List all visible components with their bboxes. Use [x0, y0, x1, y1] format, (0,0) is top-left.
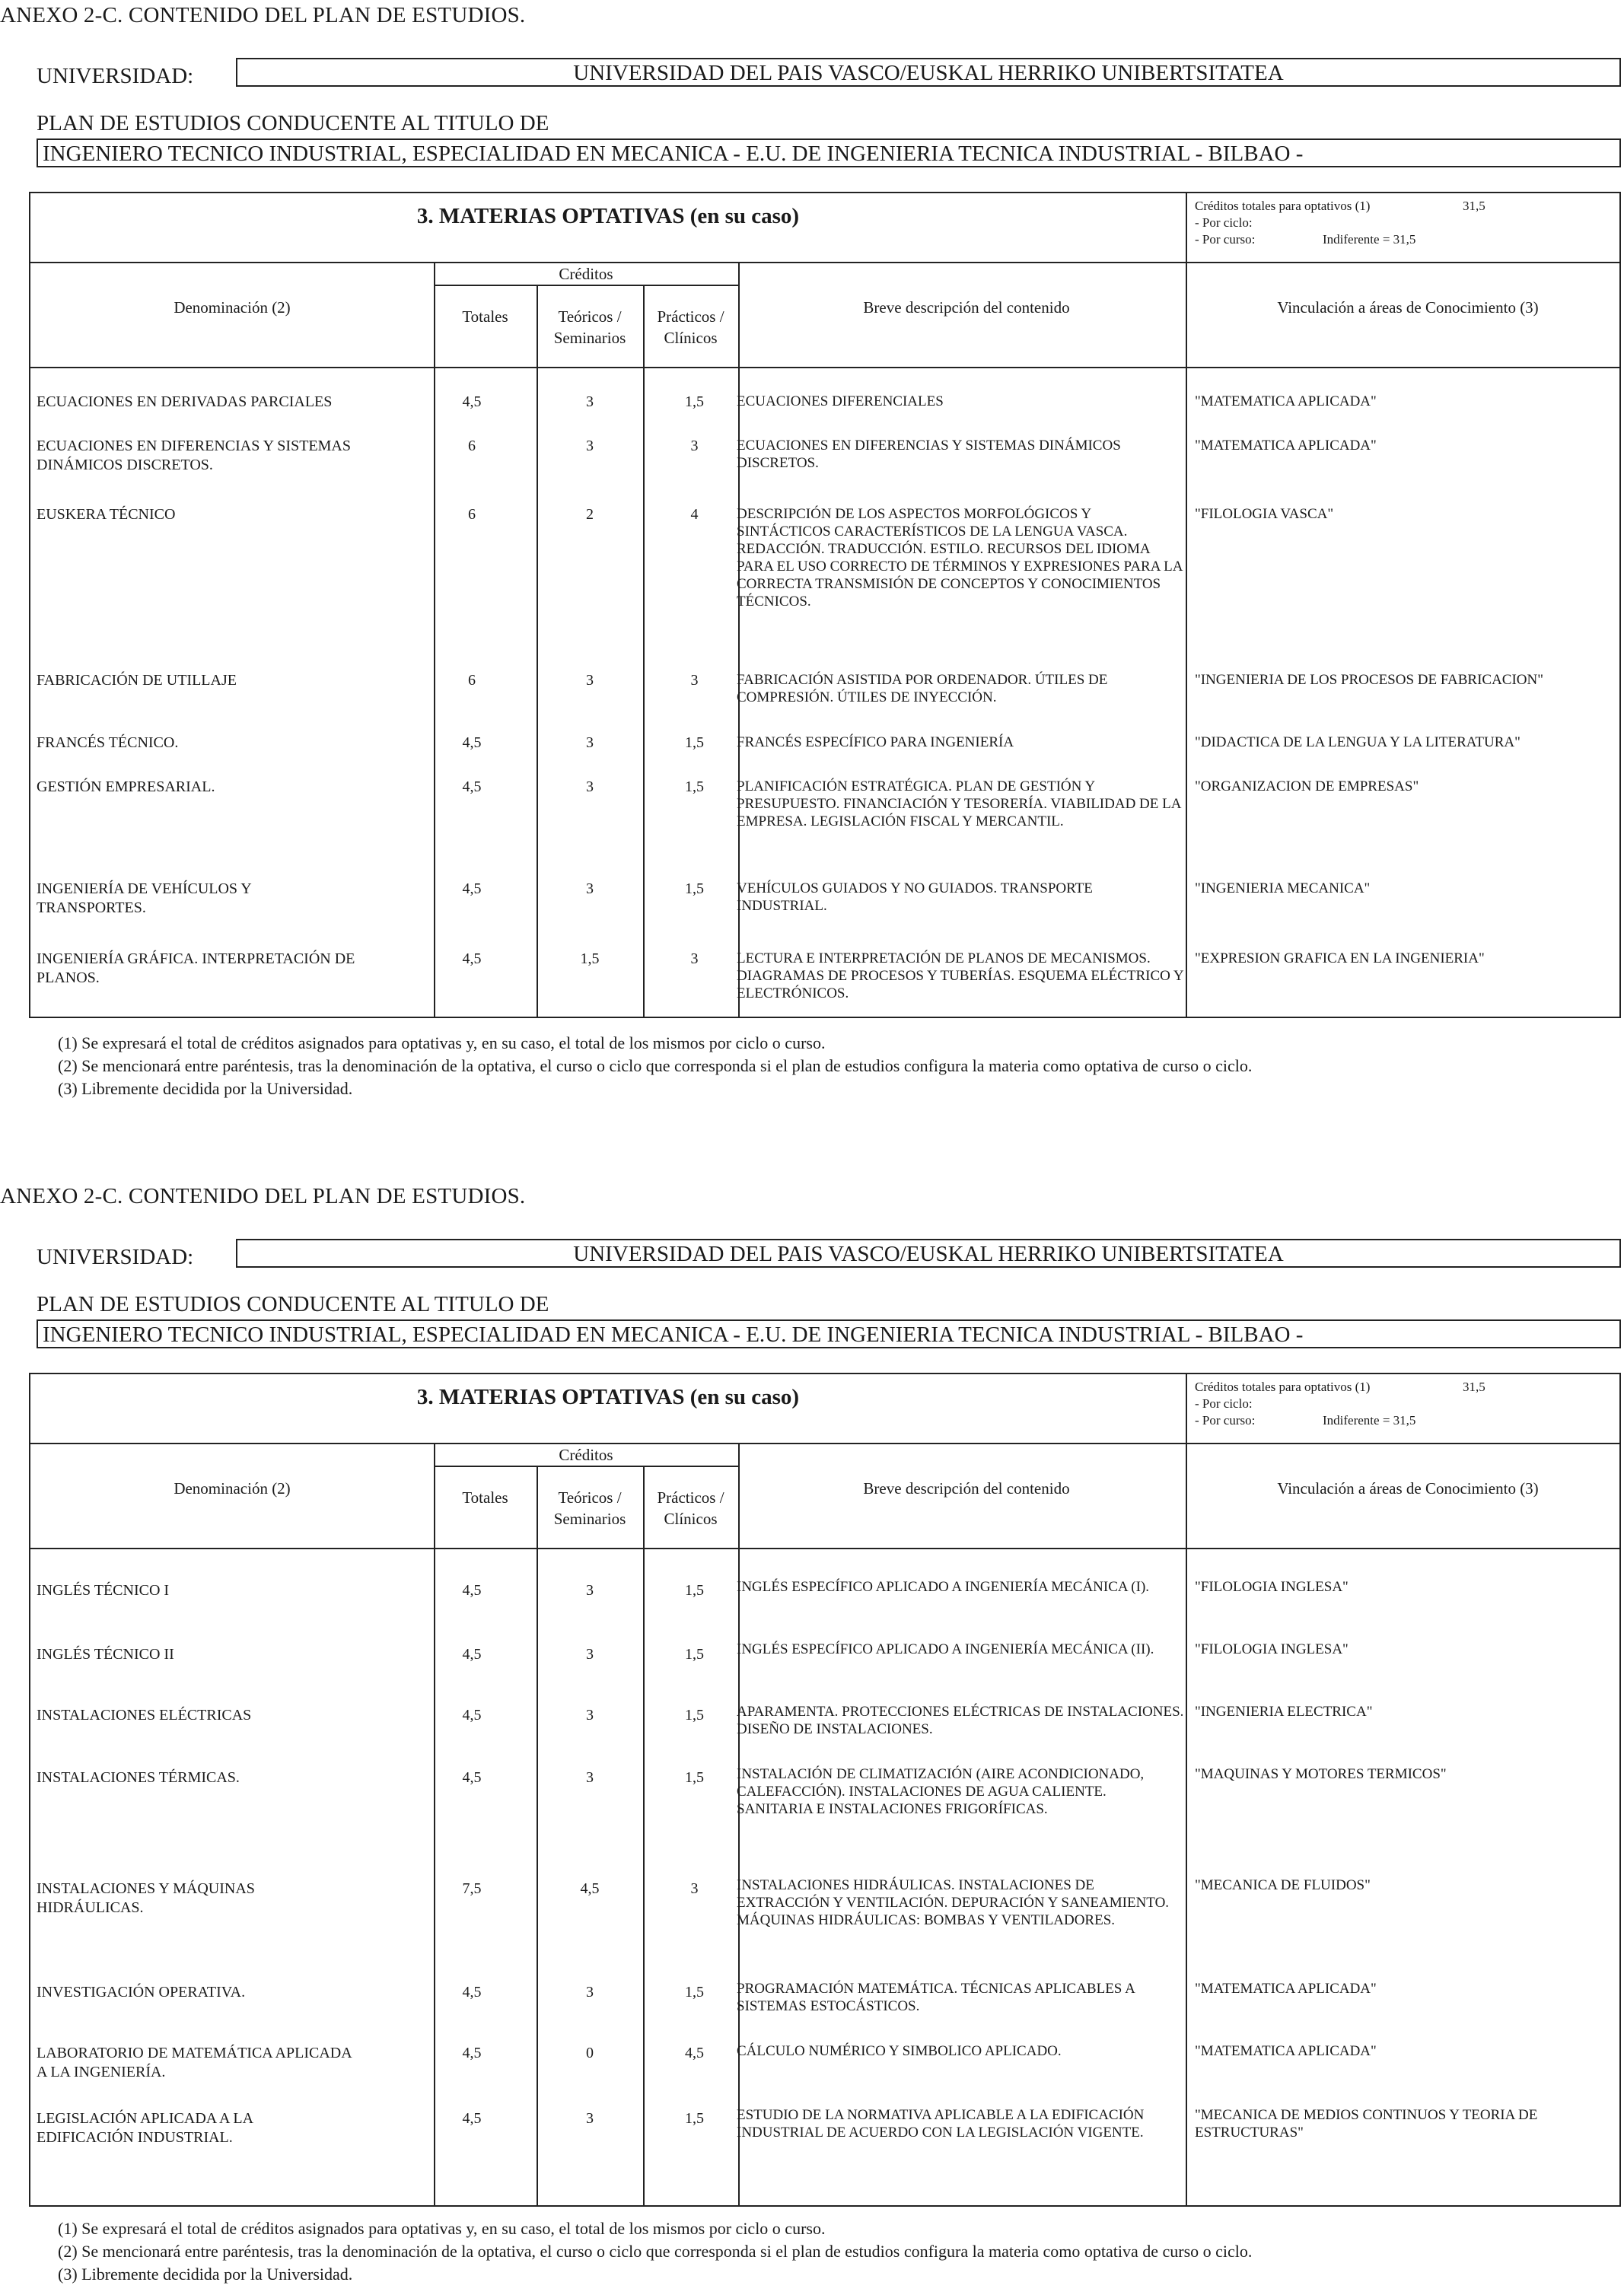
credits-total-value: 31,5: [1463, 199, 1485, 213]
per-cycle-label: - Por ciclo:: [1195, 215, 1253, 230]
university-label: UNIVERSIDAD:: [37, 1245, 194, 1269]
content-description: ESTUDIO DE LA NORMATIVA APLICABLE A LA EDIFICACIÓN INDUSTRIAL DE ACUERDO CON LA LEGISLACIÓN VIGENTE.: [737, 2107, 1145, 2141]
total-credits: 4,5: [462, 1646, 482, 1663]
annex-title: ANEXO 2-C. CONTENIDO DEL PLAN DE ESTUDIOS.: [0, 1184, 526, 1208]
knowledge-area: "INGENIERIA DE LOS PROCESOS DE FABRICACION": [1195, 672, 1543, 688]
total-credits: 4,5: [462, 2110, 482, 2127]
subject-name: FABRICACIÓN DE UTILLAJE: [37, 672, 237, 689]
total-credits: 6: [468, 672, 476, 689]
table-title: 3. MATERIAS OPTATIVAS (en su caso): [416, 204, 800, 228]
knowledge-area: "MATEMATICA APLICADA": [1195, 2043, 1377, 2059]
footnote: (2) Se mencionará entre paréntesis, tras la denominación de la optativa, el curso o ciclo que corresponda si el plan de estudios configura la materia como optativa de curso o ciclo.: [58, 2242, 1253, 2261]
practice-credits: 3: [690, 672, 699, 689]
per-cycle-label: - Por ciclo:: [1195, 1396, 1253, 1411]
knowledge-area: "MECANICA DE FLUIDOS": [1195, 1877, 1371, 1893]
university-value: UNIVERSIDAD DEL PAIS VASCO/EUSKAL HERRIKO UNIBERTSITATEA: [573, 61, 1284, 85]
practice-credits: 1,5: [685, 1646, 704, 1663]
practice-credits: 3: [690, 950, 699, 967]
footnote: (1) Se expresará el total de créditos asignados para optativas y, en su caso, el total de los mismos por ciclo o curso.: [58, 2219, 826, 2238]
practice-credits: 1,5: [685, 1769, 704, 1786]
content-description: VEHÍCULOS GUIADOS Y NO GUIADOS. TRANSPORTE INDUSTRIAL.: [737, 880, 1093, 914]
theory-credits: 2: [586, 506, 594, 523]
knowledge-area-header: Vinculación a áreas de Conocimiento (3): [1277, 1479, 1539, 1498]
theory-header: Teóricos / Seminarios: [553, 307, 626, 347]
practice-credits: 1,5: [685, 393, 704, 410]
footnote: (1) Se expresará el total de créditos asignados para optativas y, en su caso, el total de los mismos por ciclo o curso.: [58, 1033, 826, 1052]
practice-credits: 1,5: [685, 1984, 704, 2001]
university-label: UNIVERSIDAD:: [37, 64, 194, 88]
content-description: APARAMENTA. PROTECCIONES ELÉCTRICAS DE INSTALACIONES. DISEÑO DE INSTALACIONES.: [737, 1704, 1184, 1737]
subject-name: INGLÉS TÉCNICO II: [37, 1646, 174, 1663]
practice-credits: 1,5: [685, 2110, 704, 2127]
content-description: INGLÉS ESPECÍFICO APLICADO A INGENIERÍA MECÁNICA (II).: [737, 1641, 1154, 1657]
plan-label: PLAN DE ESTUDIOS CONDUCENTE AL TITULO DE: [37, 1292, 549, 1316]
subject-name: INVESTIGACIÓN OPERATIVA.: [37, 1984, 246, 2001]
theory-credits: 3: [586, 1707, 594, 1724]
knowledge-area: "MATEMATICA APLICADA": [1195, 438, 1377, 454]
subject-name: INSTALACIONES TÉRMICAS.: [37, 1769, 240, 1786]
totals-header: Totales: [462, 1488, 508, 1507]
content-description: FRANCÉS ESPECÍFICO PARA INGENIERÍA: [737, 734, 1014, 750]
theory-credits: 3: [586, 734, 594, 751]
total-credits: 7,5: [462, 1880, 482, 1897]
content-description: CÁLCULO NUMÉRICO Y SIMBOLICO APLICADO.: [737, 2043, 1062, 2059]
content-description: LECTURA E INTERPRETACIÓN DE PLANOS DE MECANISMOS. DIAGRAMAS DE PROCESOS Y TUBERÍAS. ESQUEMA ELÉCTRICO Y ELECTRÓNICOS.: [737, 950, 1183, 1001]
knowledge-area: "FILOLOGIA INGLESA": [1195, 1579, 1349, 1595]
total-credits: 4,5: [462, 950, 482, 967]
university-box: [236, 58, 1621, 87]
total-credits: 4,5: [462, 1707, 482, 1724]
total-credits: 4,5: [462, 880, 482, 897]
knowledge-area: "FILOLOGIA INGLESA": [1195, 1641, 1349, 1657]
total-credits: 4,5: [462, 1984, 482, 2001]
subject-name: LEGISLACIÓN APLICADA A LA EDIFICACIÓN INDUSTRIAL.: [37, 2110, 253, 2146]
degree-box: [37, 138, 1621, 167]
subject-name: INGENIERÍA DE VEHÍCULOS Y TRANSPORTES.: [37, 880, 252, 916]
denomination-header: Denominación (2): [174, 298, 291, 317]
subject-name: FRANCÉS TÉCNICO.: [37, 734, 179, 751]
knowledge-area: "MAQUINAS Y MOTORES TERMICOS": [1195, 1766, 1447, 1782]
content-description: ECUACIONES DIFERENCIALES: [737, 393, 944, 409]
description-header: Breve descripción del contenido: [863, 298, 1070, 317]
content-description: PROGRAMACIÓN MATEMÁTICA. TÉCNICAS APLICABLES A SISTEMAS ESTOCÁSTICOS.: [737, 1981, 1135, 2014]
content-description: PLANIFICACIÓN ESTRATÉGICA. PLAN DE GESTIÓN Y PRESUPUESTO. FINANCIACIÓN Y TESORERÍA. VIABILIDAD DE LA EMPRESA. LEGISLACIÓN FISCAL Y MERCANTIL.: [737, 778, 1181, 829]
credits-total-value: 31,5: [1463, 1380, 1485, 1394]
credits-total-label: Créditos totales para optativos (1): [1195, 1380, 1371, 1394]
footnote: (2) Se mencionará entre paréntesis, tras la denominación de la optativa, el curso o ciclo que corresponda si el plan de estudios configura la materia como optativa de curso o ciclo.: [58, 1056, 1253, 1075]
total-credits: 4,5: [462, 1582, 482, 1599]
theory-credits: 0: [586, 2045, 594, 2061]
practice-credits: 1,5: [685, 734, 704, 751]
subject-name: INSTALACIONES Y MÁQUINAS HIDRÁULICAS.: [37, 1880, 255, 1916]
practice-credits: 1,5: [685, 1582, 704, 1599]
knowledge-area: "INGENIERIA MECANICA": [1195, 880, 1371, 896]
theory-credits: 3: [586, 1646, 594, 1663]
credits-summary: [1195, 198, 1485, 248]
theory-credits: 3: [586, 1769, 594, 1786]
knowledge-area: "DIDACTICA DE LA LENGUA Y LA LITERATURA": [1195, 734, 1521, 750]
footnotes: [58, 2217, 1252, 2286]
plan-label: PLAN DE ESTUDIOS CONDUCENTE AL TITULO DE: [37, 111, 549, 135]
theory-credits: 3: [586, 438, 594, 454]
subject-name: ECUACIONES EN DERIVADAS PARCIALES: [37, 393, 333, 410]
practice-header: Prácticos / Clínicos: [657, 307, 724, 347]
university-box: [236, 1239, 1621, 1268]
practice-credits: 3: [690, 438, 699, 454]
optional-subjects-table: [29, 1373, 1621, 2207]
total-credits: 4,5: [462, 393, 482, 410]
degree-value: INGENIERO TECNICO INDUSTRIAL, ESPECIALIDAD EN MECANICA - E.U. DE INGENIERIA TECNICA INDUSTRIAL - BILBAO -: [43, 142, 1304, 166]
subject-name: LABORATORIO DE MATEMÁTICA APLICADA A LA INGENIERÍA.: [37, 2045, 352, 2080]
knowledge-area: "FILOLOGIA VASCA": [1195, 506, 1334, 522]
subject-name: GESTIÓN EMPRESARIAL.: [37, 778, 215, 795]
optional-subjects-table: [29, 192, 1621, 1018]
total-credits: 6: [468, 438, 476, 454]
theory-credits: 4,5: [580, 1880, 600, 1897]
total-credits: 4,5: [462, 1769, 482, 1786]
credits-total-label: Créditos totales para optativos (1): [1195, 199, 1371, 213]
degree-value: INGENIERO TECNICO INDUSTRIAL, ESPECIALIDAD EN MECANICA - E.U. DE INGENIERIA TECNICA INDUSTRIAL - BILBAO -: [43, 1323, 1304, 1347]
credits-header: Créditos: [559, 265, 613, 283]
indifferent-value: Indiferente = 31,5: [1323, 1413, 1416, 1428]
subject-name: ECUACIONES EN DIFERENCIAS Y SISTEMAS DINÁMICOS DISCRETOS.: [37, 438, 351, 473]
subject-name: EUSKERA TÉCNICO: [37, 506, 176, 523]
practice-credits: 1,5: [685, 778, 704, 795]
knowledge-area: "INGENIERIA ELECTRICA": [1195, 1704, 1373, 1720]
theory-credits: 3: [586, 672, 594, 689]
footnotes: [58, 1032, 1252, 1100]
theory-header: Teóricos / Seminarios: [553, 1488, 626, 1528]
total-credits: 4,5: [462, 2045, 482, 2061]
subject-name: INGENIERÍA GRÁFICA. INTERPRETACIÓN DE PLANOS.: [37, 950, 355, 986]
footnote: (3) Libremente decidida por la Universidad.: [58, 2265, 353, 2284]
theory-credits: 3: [586, 1984, 594, 2001]
content-description: INSTALACIÓN DE CLIMATIZACIÓN (AIRE ACONDICIONADO, CALEFACCIÓN). INSTALACIONES DE AGUA CALIENTE. SANITARIA E INSTALACIONES FRIGORÍFICAS.: [737, 1766, 1145, 1817]
content-description: FABRICACIÓN ASISTIDA POR ORDENADOR. ÚTILES DE COMPRESIÓN. ÚTILES DE INYECCIÓN.: [737, 672, 1108, 705]
indifferent-value: Indiferente = 31,5: [1323, 232, 1416, 247]
credits-header: Créditos: [559, 1446, 613, 1464]
practice-credits: 4: [690, 506, 699, 523]
knowledge-area: "MECANICA DE MEDIOS CONTINUOS Y TEORIA DE ESTRUCTURAS": [1195, 2107, 1538, 2141]
content-description: INGLÉS ESPECÍFICO APLICADO A INGENIERÍA MECÁNICA (I).: [737, 1579, 1150, 1595]
per-course-label: - Por curso:: [1195, 232, 1256, 247]
theory-credits: 3: [586, 2110, 594, 2127]
theory-credits: 3: [586, 880, 594, 897]
practice-credits: 4,5: [685, 2045, 704, 2061]
theory-credits: 3: [586, 778, 594, 795]
content-description: INSTALACIONES HIDRÁULICAS. INSTALACIONES DE EXTRACCIÓN Y VENTILACIÓN. DEPURACIÓN Y SANEAMIENTO. MÁQUINAS HIDRÁULICAS: BOMBAS Y VENTILADORES.: [737, 1877, 1170, 1928]
knowledge-area-header: Vinculación a áreas de Conocimiento (3): [1277, 298, 1539, 317]
description-header: Breve descripción del contenido: [863, 1479, 1070, 1498]
total-credits: 4,5: [462, 778, 482, 795]
annex-title: ANEXO 2-C. CONTENIDO DEL PLAN DE ESTUDIOS.: [0, 3, 526, 27]
theory-credits: 1,5: [580, 950, 600, 967]
per-course-label: - Por curso:: [1195, 1413, 1256, 1428]
practice-credits: 1,5: [685, 1707, 704, 1724]
subject-name: INSTALACIONES ELÉCTRICAS: [37, 1707, 252, 1724]
footnote: (3) Libremente decidida por la Universidad.: [58, 1079, 353, 1098]
theory-credits: 3: [586, 1582, 594, 1599]
credits-summary: [1195, 1379, 1485, 1429]
total-credits: 6: [468, 506, 476, 523]
practice-credits: 3: [690, 1880, 699, 1897]
content-description: DESCRIPCIÓN DE LOS ASPECTOS MORFOLÓGICOS Y SINTÁCTICOS CARACTERÍSTICOS DE LA LENGUA VASCA. REDACCIÓN. TRADUCCIÓN. ESTILO. RECURSOS DEL IDIOMA PARA EL USO CORRECTO DE TÉRMINOS Y EXPRESIONES PARA LA CORRECTA TRANSMISIÓN DE CONCEPTOS Y CONOCIMIENTOS TÉCNICOS.: [737, 506, 1183, 610]
knowledge-area: "EXPRESION GRAFICA EN LA INGENIERIA": [1195, 950, 1485, 966]
university-value: UNIVERSIDAD DEL PAIS VASCO/EUSKAL HERRIKO UNIBERTSITATEA: [573, 1242, 1284, 1266]
total-credits: 4,5: [462, 734, 482, 751]
totals-header: Totales: [462, 307, 508, 326]
practice-credits: 1,5: [685, 880, 704, 897]
theory-credits: 3: [586, 393, 594, 410]
knowledge-area: "ORGANIZACION DE EMPRESAS": [1195, 778, 1419, 794]
denomination-header: Denominación (2): [174, 1479, 291, 1498]
table-title: 3. MATERIAS OPTATIVAS (en su caso): [416, 1385, 800, 1409]
knowledge-area: "MATEMATICA APLICADA": [1195, 393, 1377, 409]
subject-name: INGLÉS TÉCNICO I: [37, 1582, 170, 1599]
degree-box: [37, 1319, 1621, 1348]
knowledge-area: "MATEMATICA APLICADA": [1195, 1981, 1377, 1997]
practice-header: Prácticos / Clínicos: [657, 1488, 724, 1528]
content-description: ECUACIONES EN DIFERENCIAS Y SISTEMAS DINÁMICOS DISCRETOS.: [737, 438, 1121, 471]
